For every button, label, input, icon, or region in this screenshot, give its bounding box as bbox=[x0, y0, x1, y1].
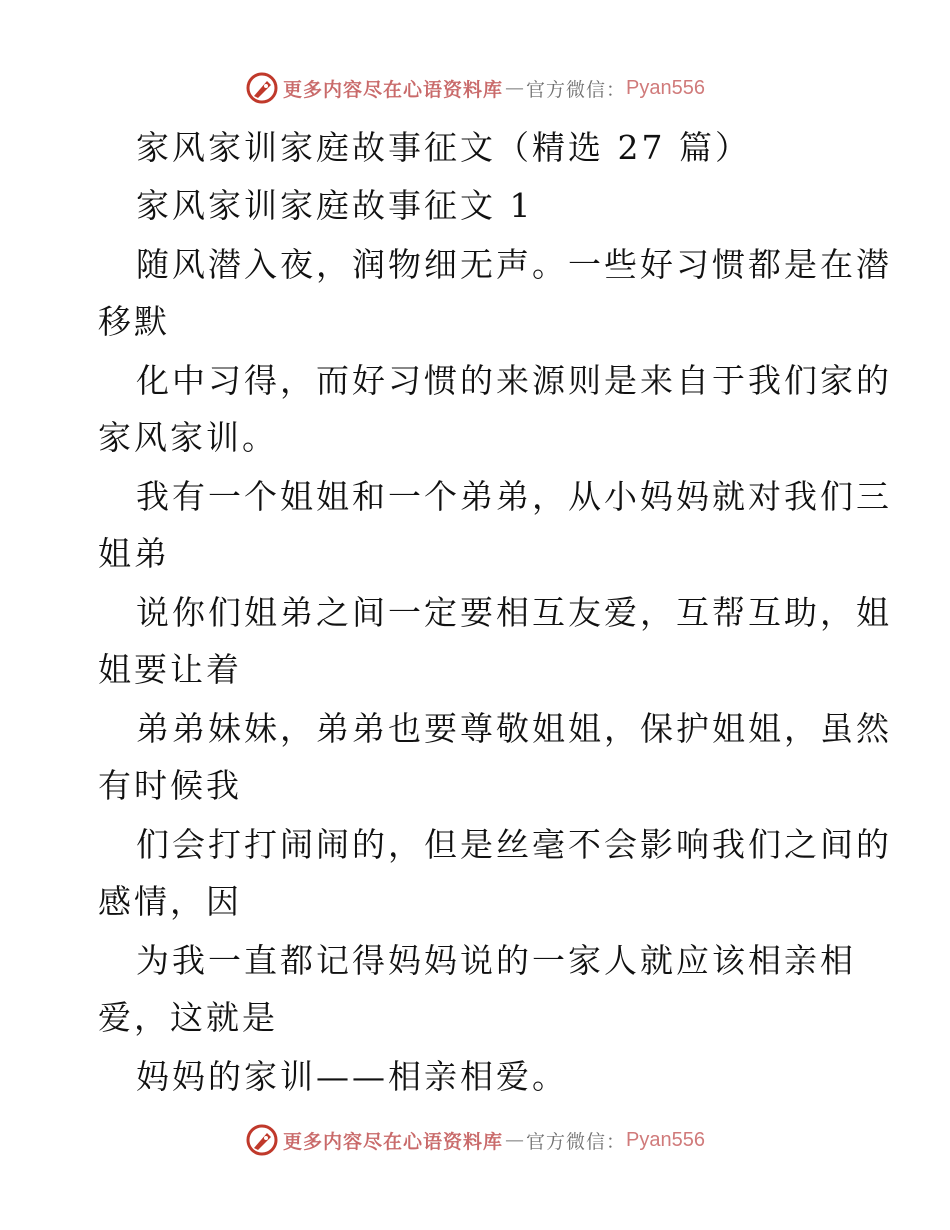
document-subtitle: 家风家训家庭故事征文 1 bbox=[136, 186, 534, 225]
text-line: 家风家训。 bbox=[98, 418, 278, 457]
pen-logo-icon bbox=[245, 1123, 279, 1157]
banner-wechat-id: Pyan556 bbox=[626, 1128, 705, 1151]
text-line: 妈妈的家训——相亲相爱。 bbox=[136, 1057, 568, 1096]
banner-promo-text: 更多内容尽在心语资料库 bbox=[283, 1130, 504, 1153]
banner-label: 官方微信： bbox=[526, 78, 627, 101]
banner-dash: — bbox=[505, 1129, 525, 1151]
text-line: 弟弟妹妹，弟弟也要尊敬姐姐，保护姐姐，虽然 bbox=[136, 709, 892, 748]
text-line: 移默 bbox=[98, 302, 170, 341]
text-line: 们会打打闹闹的，但是丝毫不会影响我们之间的 bbox=[136, 825, 892, 864]
text-line: 姐弟 bbox=[98, 534, 170, 573]
banner-promo-text: 更多内容尽在心语资料库 bbox=[283, 78, 504, 101]
banner-label: 官方微信： bbox=[526, 1130, 627, 1153]
text-line: 姐要让着 bbox=[98, 650, 242, 689]
text-line: 说你们姐弟之间一定要相互友爱，互帮互助，姐 bbox=[136, 593, 892, 632]
text-line: 我有一个姐姐和一个弟弟，从小妈妈就对我们三 bbox=[136, 477, 892, 516]
banner-dash: — bbox=[505, 77, 525, 99]
text-line: 为我一直都记得妈妈说的一家人就应该相亲相 bbox=[136, 941, 856, 980]
document-title: 家风家训家庭故事征文（精选 27 篇） bbox=[136, 128, 751, 167]
pen-logo-icon bbox=[245, 71, 279, 105]
text-line: 随风潜入夜，润物细无声。一些好习惯都是在潜 bbox=[136, 245, 892, 284]
banner-wechat-id: Pyan556 bbox=[626, 76, 705, 99]
footer-banner bbox=[0, 1120, 950, 1160]
text-line: 化中习得，而好习惯的来源则是来自于我们家的 bbox=[136, 361, 892, 400]
text-line: 感情，因 bbox=[98, 882, 242, 921]
text-line: 爱，这就是 bbox=[98, 998, 278, 1037]
text-line: 有时候我 bbox=[98, 766, 242, 805]
header-banner bbox=[0, 68, 950, 108]
